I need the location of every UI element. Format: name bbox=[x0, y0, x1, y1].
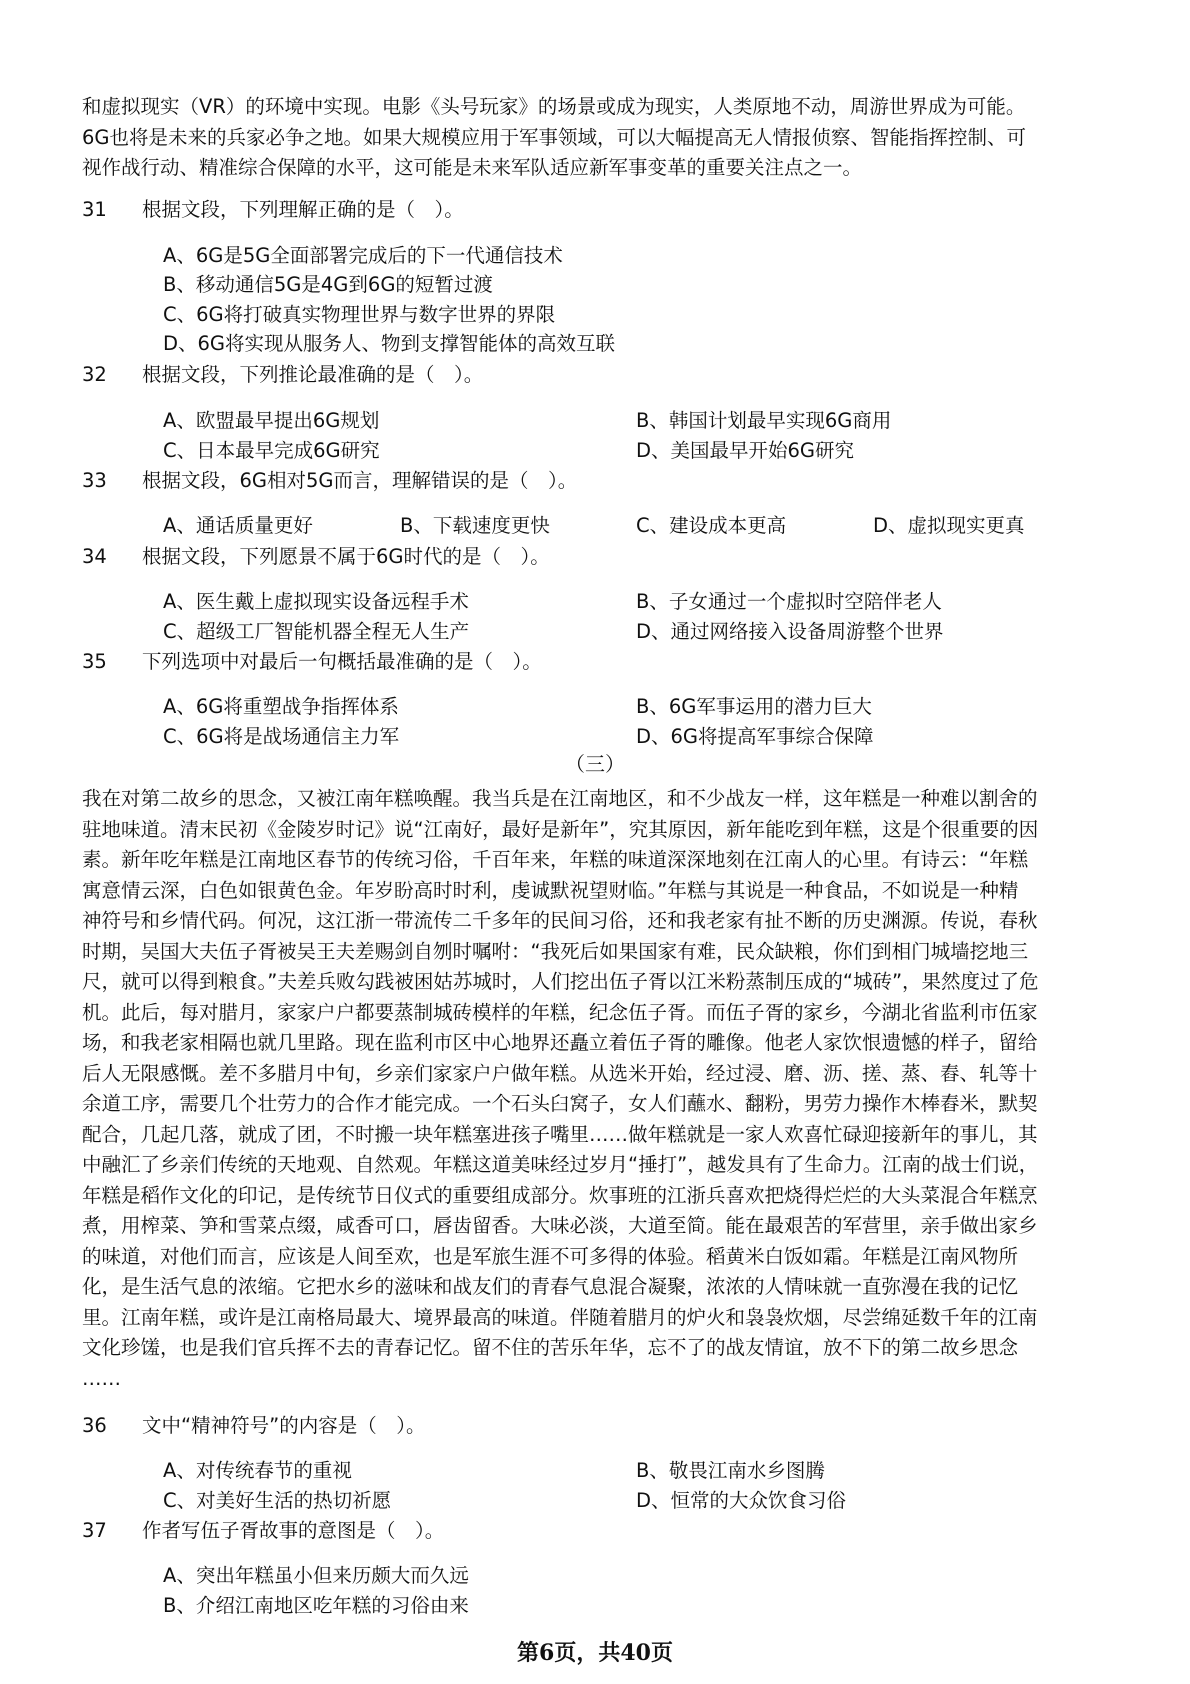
option-a[interactable]: A、通话质量更好 bbox=[163, 514, 313, 537]
intro-line: 6G也将是未来的兵家必争之地。如果大规模应用于军事领域，可以大幅提高无人情报侦察、智能指挥控制、可 bbox=[82, 125, 1027, 149]
option-b[interactable]: B、子女通过一个虚拟时空陪伴老人 bbox=[636, 590, 942, 613]
passage-line: 里。江南年糕，或许是江南格局最大、境界最高的味道。伴随着腊月的炉火和袅袅炊烟，尽尝绵延数千年的江南 bbox=[82, 1305, 1038, 1329]
question-text: 下列选项中对最后一句概括最准确的是（ ）。 bbox=[142, 650, 542, 673]
passage-line: 素。新年吃年糕是江南地区春节的传统习俗，千百年来，年糕的味道深深地刻在江南人的心里。有诗云：“年糕 bbox=[82, 848, 1029, 871]
passage-line: 场，和我老家相隔也就几里路。现在监利市区中心地界还矗立着伍子胥的雕像。他老人家饮恨遗憾的样子，留给 bbox=[82, 1031, 1038, 1054]
intro-paragraph bbox=[82, 92, 1112, 184]
question-number: 34 bbox=[82, 545, 107, 568]
passage-line: 配合，几起几落，就成了团，不时搬一块年糕塞进孩子嘴里……做年糕就是一家人欢喜忙碌迎接新年的事儿，其 bbox=[82, 1122, 1038, 1146]
option-a[interactable]: A、欧盟最早提出6G规划 bbox=[163, 409, 380, 432]
page-footer: 第6页，共40页 bbox=[517, 1640, 673, 1666]
option-b[interactable]: B、敬畏江南水乡图腾 bbox=[636, 1459, 825, 1482]
passage-line: 寓意情云深，白色如银黄色金。年岁盼高时时利，虔诚默祝望财临。”年糕与其说是一种食品，不如说是一种精 bbox=[82, 878, 1019, 902]
option-b[interactable]: B、6G军事运用的潜力巨大 bbox=[636, 695, 872, 718]
option-a[interactable]: A、突出年糕虽小但来历颇大而久远 bbox=[163, 1564, 469, 1587]
passage-line: 神符号和乡情代码。何况，这江浙一带流传二千多年的民间习俗，还和我老家有扯不断的历史渊源。传说，春秋 bbox=[82, 909, 1038, 932]
passage-line: 化，是生活气息的浓缩。它把水乡的滋味和战友们的青春气息混合凝聚，浓浓的人情味就一直弥漫在我的记忆 bbox=[82, 1275, 1019, 1298]
question-number: 36 bbox=[82, 1414, 107, 1437]
option-b[interactable]: B、移动通信5G是4G到6G的短暂过渡 bbox=[163, 273, 493, 296]
option-c[interactable]: C、日本最早完成6G研究 bbox=[163, 439, 380, 462]
question-text: 根据文段，下列愿景不属于6G时代的是（ ）。 bbox=[142, 545, 550, 568]
option-d[interactable]: D、6G将提高军事综合保障 bbox=[636, 725, 874, 748]
option-d[interactable]: D、美国最早开始6G研究 bbox=[636, 439, 855, 462]
intro-line: 视作战行动、精准综合保障的水平，这可能是未来军队适应新军事变革的重要关注点之一。 bbox=[82, 156, 863, 179]
option-c[interactable]: C、6G将是战场通信主力军 bbox=[163, 725, 400, 748]
option-c[interactable]: C、超级工厂智能机器全程无人生产 bbox=[163, 620, 470, 643]
passage-line: 后人无限感慨。差不多腊月中旬，乡亲们家家户户做年糕。从选米开始，经过浸、磨、沥、搓、蒸、舂、轧等十 bbox=[82, 1061, 1038, 1085]
passage-line: 我在对第二故乡的思念，又被江南年糕唤醒。我当兵是在江南地区，和不少战友一样，这年糕是一种难以割舍的 bbox=[82, 787, 1038, 810]
passage-line: 机。此后，每对腊月，家家户户都要蒸制城砖模样的年糕，纪念伍子胥。而伍子胥的家乡，今湖北省监利市伍家 bbox=[82, 1000, 1038, 1024]
option-a[interactable]: A、6G是5G全面部署完成后的下一代通信技术 bbox=[163, 244, 563, 267]
option-a[interactable]: A、6G将重塑战争指挥体系 bbox=[163, 695, 399, 718]
question-text: 文中“精神符号”的内容是（ ）。 bbox=[142, 1414, 426, 1437]
question-text: 根据文段，下列推论最准确的是（ ）。 bbox=[142, 363, 484, 386]
option-b[interactable]: B、介绍江南地区吃年糕的习俗由来 bbox=[163, 1594, 469, 1617]
question-text: 根据文段，下列理解正确的是（ ）。 bbox=[142, 198, 464, 221]
passage-line: 余道工序，需要几个壮劳力的合作才能完成。一个石头臼窝子，女人们蘸水、翻粉，男劳力操作木棒舂米，默契 bbox=[82, 1092, 1038, 1115]
question-number: 32 bbox=[82, 363, 107, 386]
option-a[interactable]: A、医生戴上虚拟现实设备远程手术 bbox=[163, 590, 469, 613]
option-d[interactable]: D、通过网络接入设备周游整个世界 bbox=[636, 620, 944, 643]
passage-line: 驻地味道。清末民初《金陵岁时记》说“江南好，最好是新年”，究其原因，新年能吃到年糕，这是个很重要的因 bbox=[82, 817, 1039, 841]
question-number: 35 bbox=[82, 650, 107, 673]
question-text: 作者写伍子胥故事的意图是（ ）。 bbox=[142, 1519, 445, 1542]
section-heading: （三） bbox=[565, 752, 625, 776]
question-number: 31 bbox=[82, 198, 107, 221]
passage-line: 年糕是稻作文化的印记，是传统节日仪式的重要组成部分。炊事班的江浙兵喜欢把烧得烂烂的大头菜混合年糕烹 bbox=[82, 1183, 1038, 1207]
passage-line: 煮，用榨菜、笋和雪菜点缀，咸香可口，唇齿留香。大味必淡，大道至简。能在最艰苦的军营里，亲手做出家乡 bbox=[82, 1214, 1038, 1237]
option-b[interactable]: B、韩国计划最早实现6G商用 bbox=[636, 409, 892, 432]
question-number: 37 bbox=[82, 1519, 107, 1542]
option-c[interactable]: C、6G将打破真实物理世界与数字世界的界限 bbox=[163, 303, 556, 326]
passage-line: 时期，吴国大夫伍子胥被吴王夫差赐剑自刎时嘱咐：“我死后如果国家有难，民众缺粮，你们到相门城墙挖地三 bbox=[82, 939, 1029, 963]
passage-line: 文化珍馐，也是我们官兵挥不去的青春记忆。留不住的苦乐年华，忘不了的战友情谊，放不下的第二故乡思念 bbox=[82, 1336, 1019, 1359]
question-text: 根据文段，6G相对5G而言，理解错误的是（ ）。 bbox=[142, 469, 578, 492]
question-number: 33 bbox=[82, 469, 107, 492]
intro-line: 和虚拟现实（VR）的环境中实现。电影《头号玩家》的场景或成为现实，人类原地不动，周游世界成为可能。 bbox=[82, 95, 1026, 118]
option-c[interactable]: C、建设成本更高 bbox=[636, 514, 787, 537]
option-d[interactable]: D、6G将实现从服务人、物到支撑智能体的高效互联 bbox=[163, 332, 616, 355]
option-d[interactable]: D、虚拟现实更真 bbox=[873, 514, 1025, 537]
passage-paragraph bbox=[82, 784, 1112, 1394]
passage-line: 中融汇了乡亲们传统的天地观、自然观。年糕这道美味经过岁月“捶打”，越发具有了生命力。江南的战士们说， bbox=[82, 1153, 1039, 1176]
option-c[interactable]: C、对美好生活的热切祈愿 bbox=[163, 1489, 392, 1512]
option-d[interactable]: D、恒常的大众饮食习俗 bbox=[636, 1489, 847, 1512]
passage-line: 的味道，对他们而言，应该是人间至欢，也是军旅生涯不可多得的体验。稻黄米白饭如霜。年糕是江南风物所 bbox=[82, 1244, 1019, 1268]
option-a[interactable]: A、对传统春节的重视 bbox=[163, 1459, 352, 1482]
option-b[interactable]: B、下载速度更快 bbox=[400, 514, 550, 537]
passage-line: …… bbox=[82, 1366, 121, 1390]
passage-line: 尺，就可以得到粮食。”夫差兵败勾践被困姑苏城时，人们挖出伍子胥以江米粉蒸制压成的“城砖”，果然度过了危 bbox=[82, 970, 1039, 993]
